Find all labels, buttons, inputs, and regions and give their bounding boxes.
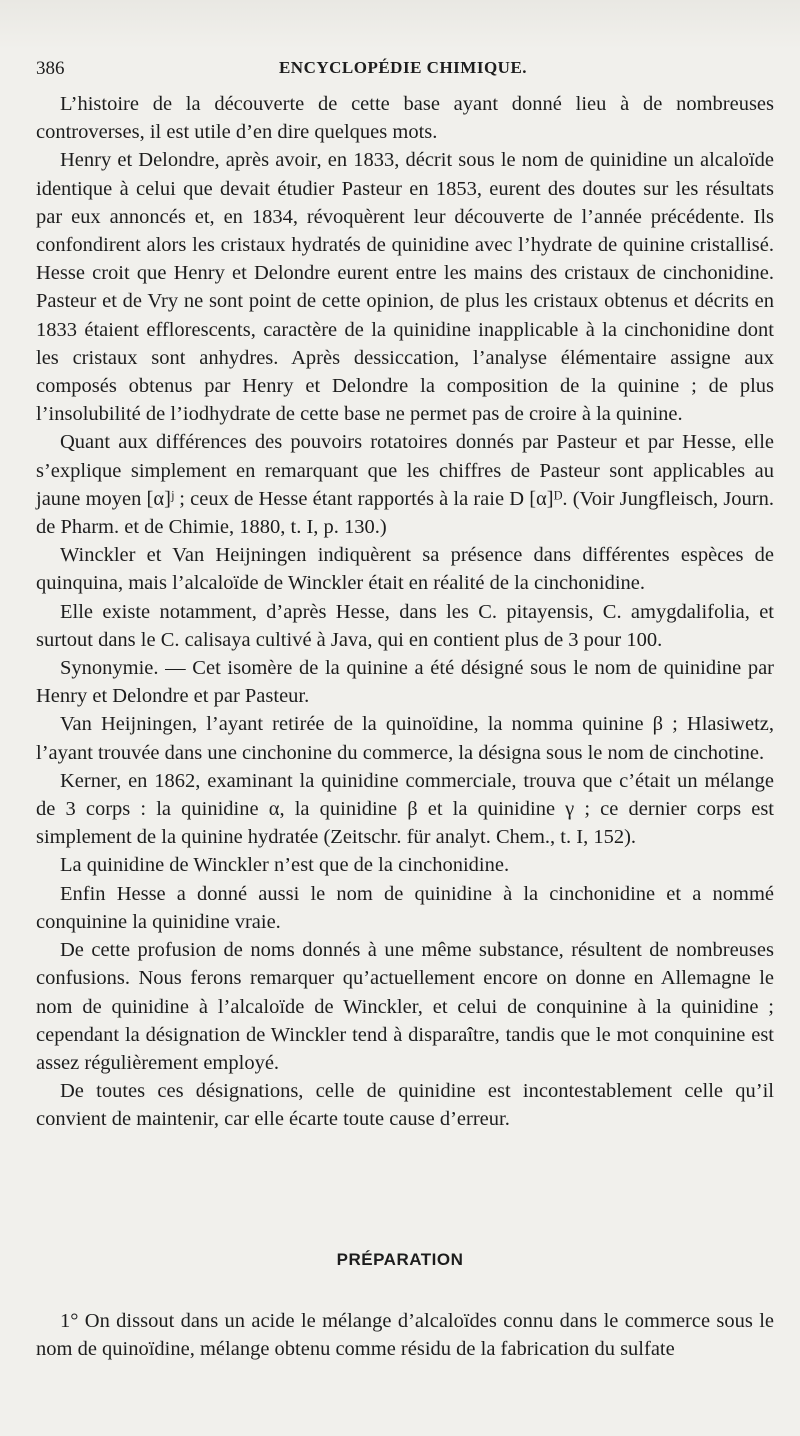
preparation-text xyxy=(36,1307,774,1363)
paragraph: Enfin Hesse a donné aussi le nom de quinidine à la cinchonidine et a nommé conquinine la quinidine vraie. xyxy=(36,882,774,933)
section-heading: PRÉPARATION xyxy=(336,1250,464,1269)
paragraph: Elle existe notamment, d’après Hesse, dans les C. pitayensis, C. amygdalifolia, et surtout dans le C. calisaya cultivé à Java, qui en contient plus de 3 pour 100. xyxy=(36,600,774,651)
paragraph: Kerner, en 1862, examinant la quinidine commerciale, trouva que c’était un mélange de 3 corps : la quinidine α, la quinidine β et la quinidine γ ; ce dernier corps est simplement de la quinine hydratée (Zeitschr. für analyt. Chem., t. I, 152). xyxy=(36,769,774,849)
body-text xyxy=(36,90,774,1134)
paragraph: 1° On dissout dans un acide le mélange d’alcaloïdes connu dans le commerce sous le nom de quinoïdine, mélange obtenu comme résidu de la fabrication du sulfate xyxy=(36,1310,774,1361)
page-header xyxy=(36,58,770,84)
page-top-shadow xyxy=(0,0,800,50)
running-title: ENCYCLOPÉDIE CHIMIQUE. xyxy=(278,58,528,77)
paragraph: Henry et Delondre, après avoir, en 1833, décrit sous le nom de quinidine un alcaloïde identique à celui que devait étudier Pasteur en 1853, eurent des doutes sur les résultats par eux annoncés et, en 1834, révoquèrent leur découverte de l’année précédente. Ils confondirent alors les cristaux hydratés de quinidine avec l’hydrate de quinine cristallisé. Hesse croit que Henry et Delondre eurent entre les mains des cristaux de cinchonidine. Pasteur et de Vry ne sont point de cette opinion, de plus les cristaux obtenus et décrits en 1833 étaient efflorescents, caractère de la quinidine inapplicable à la cinchonidine dont les cristaux sont anhydres. Après dessiccation, l’analyse élémentaire assigne aux composés obtenus par Henry et Delondre la composition de la quinine ; de plus l’insolubilité de l’iodhydrate de cette base ne permet pas de croire à la quinine. xyxy=(36,149,774,426)
paragraph: Quant aux différences des pouvoirs rotatoires donnés par Pasteur et par Hesse, elle s’explique simplement en remarquant que les chiffres de Pasteur sont applicables au jaune moyen [α]ʲ ; ceux de Hesse étant rapportés à la raie D [α]ᴰ. (Voir Jungfleisch, Journ. de Pharm. et de Chimie, 1880, t. I, p. 130.) xyxy=(36,431,774,539)
paragraph: Winckler et Van Heijningen indiquèrent sa présence dans différentes espèces de quinquina, mais l’alcaloïde de Winckler était en réalité de la cinchonidine. xyxy=(36,544,774,595)
paragraph: Van Heijningen, l’ayant retirée de la quinoïdine, la nomma quinine β ; Hlasiwetz, l’ayant trouvée dans une cinchonine du commerce, la désigna sous le nom de cinchotine. xyxy=(36,713,774,764)
paragraph: Synonymie. — Cet isomère de la quinine a été désigné sous le nom de quinidine par Henry et Delondre et par Pasteur. xyxy=(36,657,774,708)
paragraph: De cette profusion de noms donnés à une même substance, résultent de nombreuses confusions. Nous ferons remarquer qu’actuellement encore on donne en Allemagne le nom de quinidine à l’alcaloïde de Winckler, et celui de conquinine à la quinidine ; cependant la désignation de Winckler tend à disparaître, tandis que le mot conquinine est assez régulièrement employé. xyxy=(36,939,774,1074)
page-number: 386 xyxy=(36,58,65,79)
paragraph: De toutes ces désignations, celle de quinidine est incontestablement celle qu’il convient de maintenir, car elle écarte toute cause d’erreur. xyxy=(36,1080,774,1131)
paragraph: La quinidine de Winckler n’est que de la cinchonidine. xyxy=(60,854,510,877)
paragraph: L’histoire de la découverte de cette base ayant donné lieu à de nombreuses controverses, il est utile d’en dire quelques mots. xyxy=(36,93,774,144)
